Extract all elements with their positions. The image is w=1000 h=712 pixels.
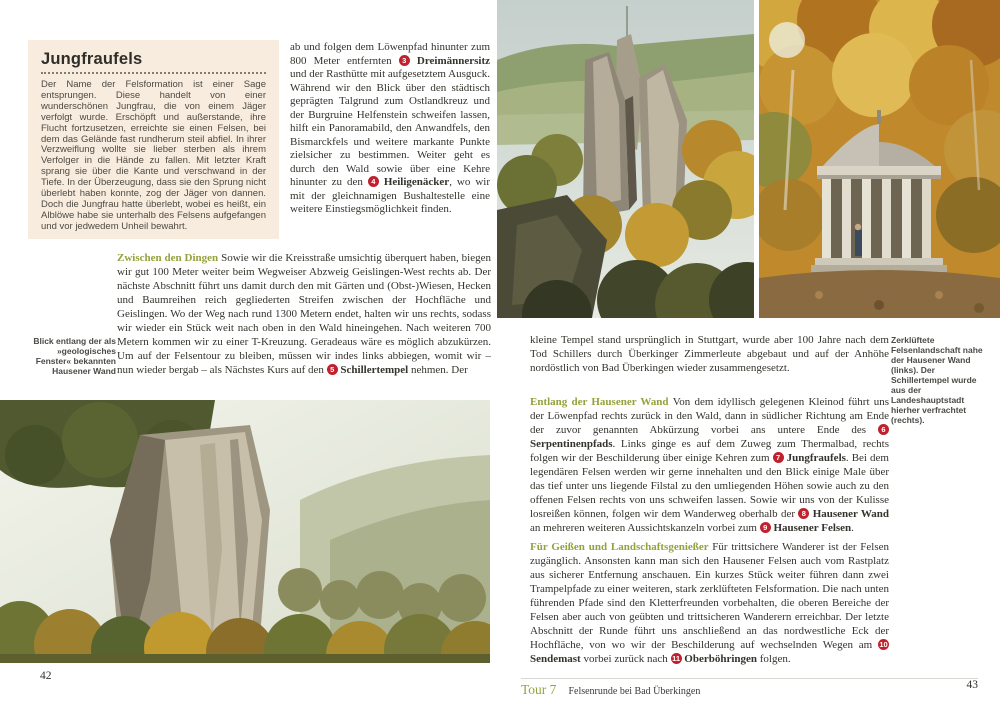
page-number-right: 43 [966, 679, 978, 691]
route-marker-9: 9 [760, 522, 771, 533]
route-marker-10: 10 [879, 640, 888, 649]
route-marker-11: 11 [672, 654, 680, 663]
route-marker-7: 7 [773, 452, 784, 463]
footer-rule [521, 678, 978, 679]
text-segment: und der Rasthütte mit aufgesetztem Ausguck. Während wir den Blick über den städtisch geprägten Talgrund zum Ostlandkreuz und der Burgruine Helfenstein schweifen lassen, hilft ein Panoramabild, den Anwandfels, den Bismarckfels und weitere markante Punkte zielsicher zu bestimmen. Weiter geht es durch den Wald sowie über eine Kehre hinunter zu den [290, 68, 490, 188]
text-segment: Von dem idyllisch gelegenen Kleinod führt uns der Löwenpfad rechts zurück in den Wald, dann in südlicher Richtung am Ende der zuvor genannten Abkürzung vorbei ans untere Ende des [530, 396, 889, 436]
footer [521, 681, 700, 699]
route-marker-4: 4 [368, 176, 379, 187]
text-segment: nehmen. Der [408, 364, 468, 376]
paragraph-lead: Entlang der Hausener Wand [530, 396, 673, 408]
text-segment: Hausener Felsen [770, 522, 852, 534]
text-segment: Heiligenäcker [378, 176, 450, 188]
dotted-rule [41, 72, 266, 74]
right-paragraph-landschaftsgeniesser [530, 540, 889, 670]
text-segment: kleine Tempel stand ursprünglich in Stuttgart, wurde aber 100 Jahre nach dem Tod Schillers durch Überkinger Zimmerleute abgebaut und auf der Anhöhe nordöstlich von Bad Überkingen wieder zusammengesetzt. [530, 334, 889, 374]
footer-tour-number: Tour 7 [521, 682, 557, 697]
photo-schillertempel-graphic [759, 0, 1000, 318]
photo-schillertempel [759, 0, 1000, 318]
photo-felsenlandschaft-graphic [497, 0, 754, 318]
infobox-body: Der Name der Felsformation ist einer Sage entsprungen. Diese handelt von einer wunderschönen Jungfrau, die von einem Jäger verfolgt wurde. Erschöpft und außerstande, ihre Flucht fortzusetzen, erreichte sie einen Felsen, bei dem das Gelände fast rundherum steil abfiel. In ihrer Verzweiflung wollte sie lieber sterben als ihrem Verfolger in die Hände zu fallen. Mit letzter Kraft sprang sie über die Kante und verschwand in der Tiefe. In der Überzeugung, dass sie den Sprung nicht überlebt haben konnte, zog der Jäger von dannen. Doch die Jungfrau hatte überlebt, wobei es heißt, ein Alblöwe habe sie unterhalb des Felsens aufgefangen und vor jedwedem Unheil bewahrt. [41, 79, 266, 232]
text-segment: vorbei zurück nach [580, 653, 671, 665]
text-segment: Dreimännersitz [409, 54, 490, 67]
text-segment: Für trittsichere Wanderer ist der Felsen zugänglich. Ansonsten kann man sich den Hausener Felsen auch vom Rastplatz aus sicherer Entfernung anschauen. Ein kurzes Stück weiter führen dann zwei Trampelpfade zu einer weiteren, stark zerklüfteten Felsformation. Die nach unten führenden Pfade sind den Kletterfreunden vorbehalten, die oberen Bereiche der Felsen aber auch von geübten und trittsicheren Wanderern erreichbar. Der letzte Abschnitt der Runde führt uns anschließend an das nordwestliche Eck der Hochfläche, von wo wir der Beschilderung auf wechselnden Wegen am [530, 541, 889, 651]
right-photo-caption: Zerklüftete Felsenlandschaft nahe der Hausener Wand (links). Der Schillertempel wurde aus der Landeshauptstadt hierher verfrachtet (rechts). [891, 335, 983, 425]
photo-hausener-wand [0, 400, 490, 663]
text-segment: ab und folgen dem Löwenpfad hinunter zum 800 Meter entfernten [290, 41, 490, 67]
right-paragraph-schillertempel [530, 333, 889, 381]
paragraph-lead: Für Geißen und Landschaftsgenießer [530, 541, 713, 553]
text-segment: folgen. [757, 653, 791, 665]
text-segment: Oberböhringen [681, 653, 758, 665]
route-marker-8: 8 [798, 508, 809, 519]
footer-tour-title: Felsenrunde bei Bad Überkingen [568, 686, 701, 697]
text-segment: , wo wir mit der gleichnamigen Bushaltestelle eine weitere Einstiegsmöglichkeit finden. [290, 176, 490, 215]
text-segment: Jungfraufels [783, 452, 846, 464]
text-segment: Schillertempel [337, 364, 409, 376]
photo-felsenlandschaft [497, 0, 754, 318]
text-segment: . Bei dem legendären Felsen werden wir gerne innehalten und den Blick einige Male über das tief unter uns liegende Filstal zu den umliegenden Höhen sowie auch zu den offenen Felsen rechts von uns schweifen lassen. Sowie wir uns von der Kulisse losreißen können, folgen wir dem Wanderweg oberhalb der [530, 452, 889, 520]
text-segment: Sowie wir die Kreisstraße umsichtig überquert haben, biegen wir gut 100 Meter weiter beim Wegweiser Abzweig Geislingen-West rechts ab. Der nächste Abschnitt führt uns damit durch den mit Gärten und (Obst-)Wiesen, Hecken und Baumreihen reich gegliederten Streifen zwischen der Hochfläche und Geislingen. Wo der Weg nach rund 1300 Metern endet, halten wir uns rechts, sodass wir wieder ein Stück weit nach oben in den Wald hineingehen. Nach weiteren 700 Metern kommen wir zu einer T-Kreuzung. Geradeaus wäre es möglich abzukürzen. Um auf der Felsentour zu bleiben, müssen wir indes links abbiegen, womit wir – nun wieder bergab – als Nächstes Kurs auf den [117, 252, 491, 376]
route-marker-3: 3 [399, 55, 410, 66]
infobox-jungfraufels [28, 40, 279, 239]
route-marker-6: 6 [878, 424, 889, 435]
text-segment: Hausener Wand [809, 508, 890, 520]
left-column-text [290, 41, 490, 256]
left-photo-caption: Blick entlang der als »geologisches Fenster« bekannten Hausener Wand [33, 336, 116, 376]
page-number-left: 42 [40, 670, 52, 682]
photo-hausener-wand-graphic [0, 400, 490, 663]
text-segment: Sendemast [530, 653, 581, 665]
text-segment: . Links ginge es auf dem Zuweg zum Thermalbad, rechts folgen wir der Beschilderung über einige Kehren zum [530, 438, 889, 464]
text-segment: . [851, 522, 854, 534]
text-segment: an mehreren weiteren Aussichtskanzeln vorbei zum [530, 522, 760, 534]
infobox-title: Jungfraufels [41, 50, 143, 68]
text-segment: Serpentinenpfads [530, 438, 613, 450]
left-main-paragraph [117, 251, 491, 393]
paragraph-lead: Zwischen den Dingen [117, 252, 222, 264]
route-marker-5: 5 [327, 364, 338, 375]
right-paragraph-hausener-wand [530, 395, 889, 533]
